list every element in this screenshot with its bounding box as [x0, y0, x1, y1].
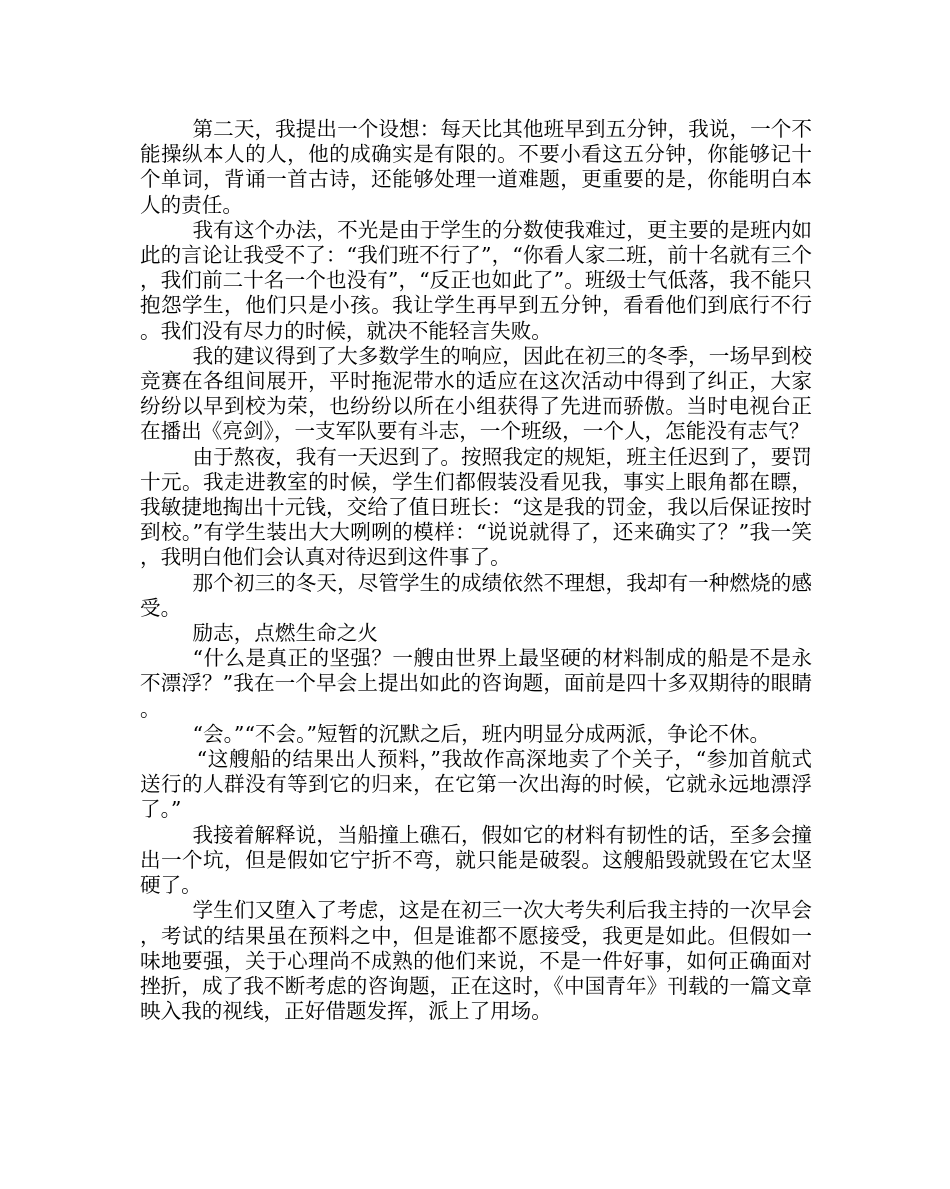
paragraph-8: “这艘船的结果出人预料，”我故作高深地卖了个关子，“参加首航式送行的人群没有等到它的归来，在它第一次出海的时候，它就永远地漂浮了。” [140, 747, 812, 822]
paragraph-5: 那个初三的冬天，尽管学生的成绩依然不理想，我却有一种燃烧的感受。 [140, 570, 812, 620]
paragraph-4: 由于熬夜，我有一天迟到了。按照我定的规矩，班主任迟到了，要罚十元。我走进教室的时候，学生们都假装没看见我，事实上眼角都在瞟，我敏捷地掏出十元钱，交给了值日班长：“这是我的罚金，我以后保证按时到校。”有学生装出大大咧咧的模样：“说说就得了，还来确实了？”我一笑，我明白他们会认真对待迟到这件事了。 [140, 444, 812, 570]
section-heading: 励志，点燃生命之火 [192, 621, 378, 646]
paragraph-2: 我有这个办法，不光是由于学生的分数使我难过，更主要的是班内如此的言论让我受不了：“我们班不行了”，“你看人家二班，前十名就有三个，我们前二十名一个也没有”，“反正也如此了”。班级士气低落，我不能只抱怨学生，他们只是小孩。我让学生再早到五分钟，看看他们到底行不行。我们没有尽力的时候，就决不能轻言失败。 [140, 217, 812, 343]
paragraph-10: 学生们又堕入了考虑，这是在初三一次大考失利后我主持的一次早会，考试的结果虽在预料之中，但是谁都不愿接受，我更是如此。但假如一味地要强，关于心理尚不成熟的他们来说，不是一件好事，如何正确面对挫折，成了我不断考虑的咨询题，正在这时，《中国青年》刊载的一篇文章映入我的视线，正好借题发挥，派上了用场。 [140, 898, 812, 1024]
document-body [140, 117, 812, 1024]
paragraph-1: 第二天，我提出一个设想：每天比其他班早到五分钟，我说，一个不能操纵本人的人，他的成确实是有限的。不要小看这五分钟，你能够记十个单词，背诵一首古诗，还能够处理一道难题，更重要的是，你能明白本人的责任。 [140, 117, 812, 217]
paragraph-6: “什么是真正的坚强？一艘由世界上最坚硬的材料制成的船是不是永不漂浮？”我在一个早会上提出如此的咨询题，面前是四十多双期待的眼睛。 [140, 646, 812, 721]
paragraph-3: 我的建议得到了大多数学生的响应，因此在初三的冬季，一场早到校竞赛在各组间展开，平时拖泥带水的适应在这次活动中得到了纠正，大家纷纷以早到校为荣，也纷纷以所在小组获得了先进而骄傲。当时电视台正在播出《亮剑》，一支军队要有斗志，一个班级，一个人，怎能没有志气？ [140, 343, 812, 444]
paragraph-7: “会。”“不会。”短暂的沉默之后，班内明显分成两派，争论不休。 [192, 721, 771, 746]
paragraph-9: 我接着解释说，当船撞上礁石，假如它的材料有韧性的话，至多会撞出一个坑，但是假如它宁折不弯，就只能是破裂。这艘船毁就毁在它太坚硬了。 [140, 822, 812, 898]
